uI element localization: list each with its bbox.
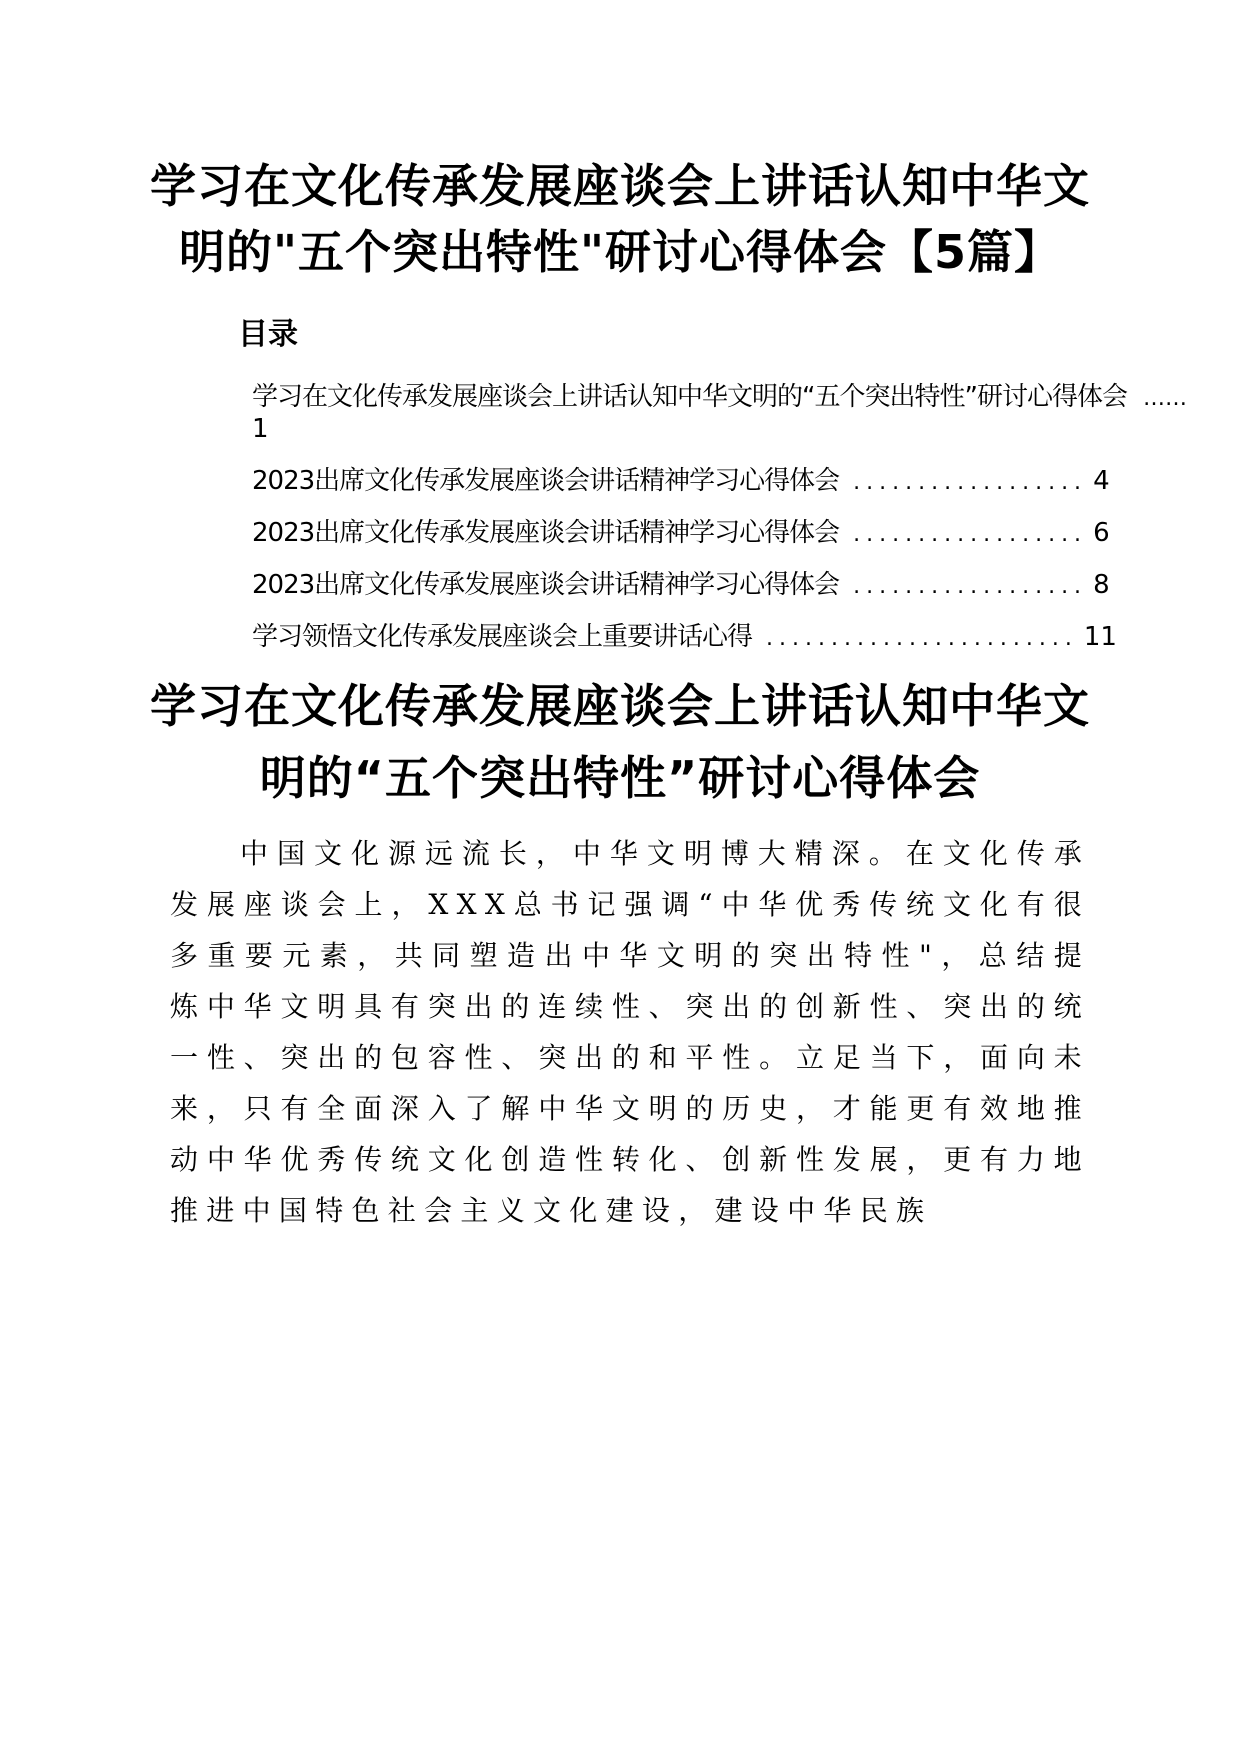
table-of-contents — [252, 382, 1187, 674]
toc-entry[interactable] — [252, 466, 1110, 518]
toc-entry-label: 学习领悟文化传承发展座谈会上重要讲话心得 — [252, 622, 753, 652]
toc-entry-label: 学习在文化传承发展座谈会上讲话认知中华文明的“五个突出特性”研讨心得体会 — [252, 382, 1127, 412]
toc-entry-page: 1 — [252, 414, 269, 444]
toc-entry-page: 6 — [1093, 518, 1110, 548]
toc-entry[interactable] — [252, 382, 1187, 452]
body-paragraph: 中国文化源远流长，中华文明博大精深。在文化传承发展座谈会上，XXX总书记强调“中华优秀传统文化有很多重要元素，共同塑造出中华文明的突出特性"，总结提炼中华文明具有突出的连续性、突出的创新性、突出的统一性、突出的包容性、突出的和平性。立足当下，面向未来，只有全面深入了解中华文明的历史，才能更有效地推动中华优秀传统文化创造性转化、创新性发展，更有力地推进中国特色社会主义文化建设，建设中华民族 — [170, 837, 1090, 1227]
toc-entry-leader: .................. — [853, 574, 1088, 599]
toc-entry[interactable] — [252, 570, 1110, 622]
toc-entry-leader: .................. — [853, 470, 1088, 495]
section-title-line-1: 学习在文化传承发展座谈会上讲话认知中华文 — [150, 679, 1090, 733]
toc-entry-leader: .................. — [853, 522, 1088, 547]
toc-entry-leader: ........................ — [766, 626, 1078, 651]
section-title-line-2: 明的“五个突出特性”研讨心得体会 — [259, 751, 981, 805]
document-title-line-1: 学习在文化传承发展座谈会上讲话认知中华文 — [150, 159, 1090, 213]
toc-entry[interactable] — [252, 518, 1110, 570]
toc-entry-page: 4 — [1093, 466, 1110, 496]
toc-entry-label: 2023出席文化传承发展座谈会讲话精神学习心得体会 — [252, 570, 840, 600]
toc-entry-label: 2023出席文化传承发展座谈会讲话精神学习心得体会 — [252, 466, 840, 496]
document-title-line-2: 明的"五个突出特性"研讨心得体会【5篇】 — [179, 225, 1061, 279]
toc-entry-leader: …… — [1142, 386, 1187, 411]
toc-heading: 目录 — [238, 317, 298, 352]
toc-entry-page: 8 — [1093, 570, 1110, 600]
toc-entry-label: 2023出席文化传承发展座谈会讲话精神学习心得体会 — [252, 518, 840, 548]
toc-entry-page: 11 — [1083, 622, 1117, 652]
toc-entry[interactable] — [252, 622, 1117, 674]
